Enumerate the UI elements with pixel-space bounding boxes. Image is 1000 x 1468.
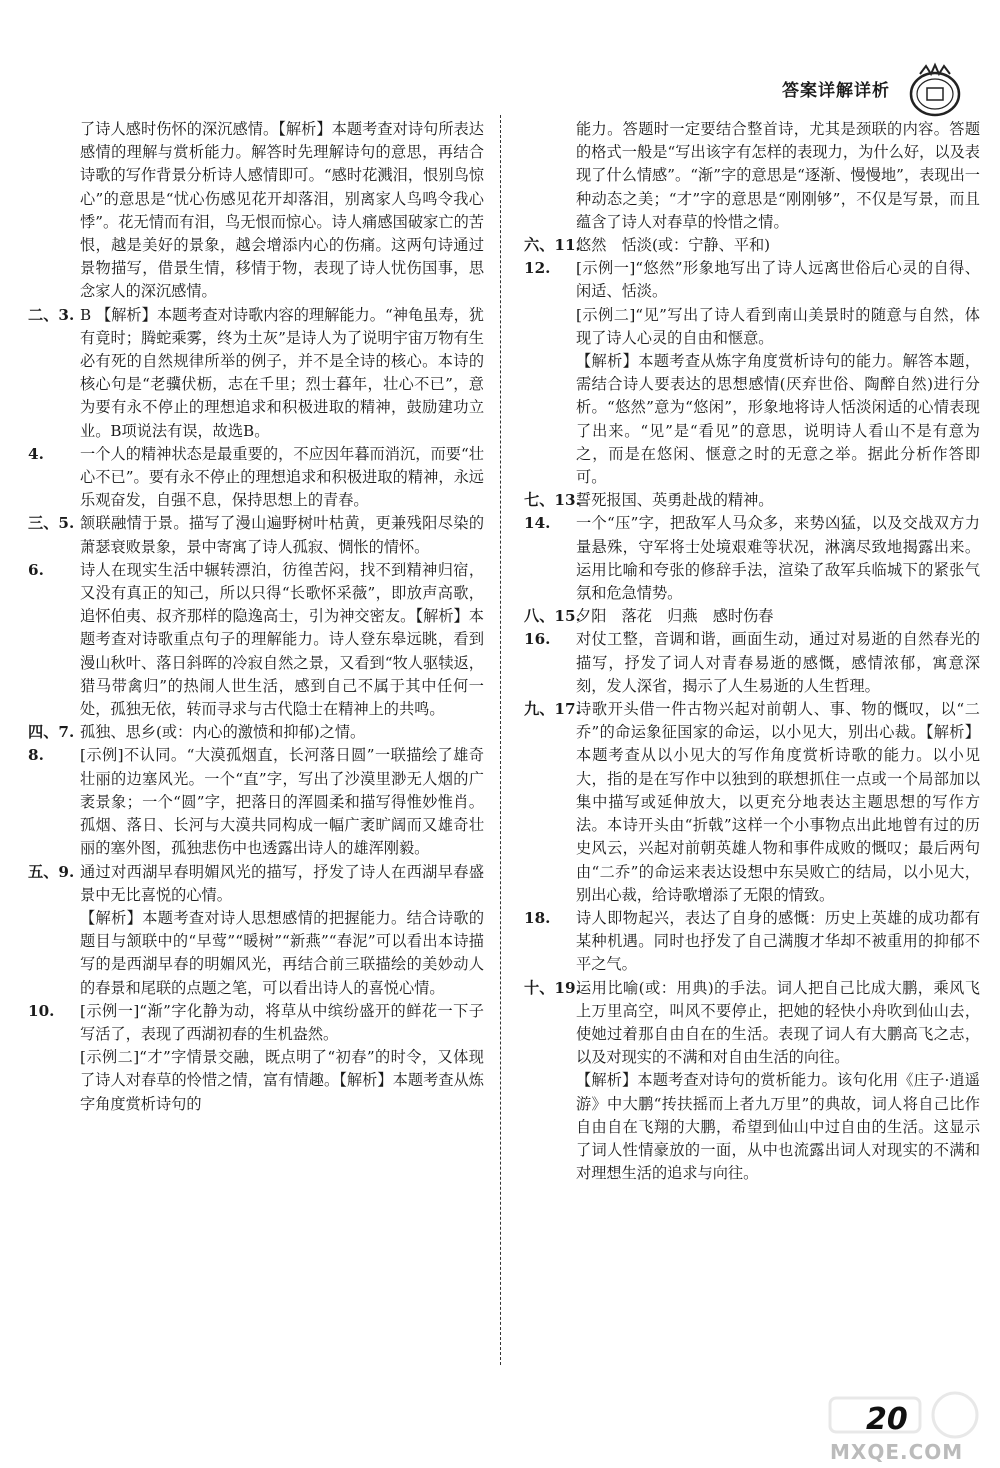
answer-item <box>524 257 980 303</box>
answer-item <box>28 861 484 907</box>
answer-item <box>524 1069 980 1185</box>
watermark-text: MXQE.COM <box>830 1440 964 1464</box>
publisher-logo-icon <box>900 62 970 122</box>
answer-text: [示例二]“见”写出了诗人看到南山美景时的随意与自然，体现了诗人心灵的自由和惬意。 <box>576 305 980 347</box>
answer-text: 【解析】本题考查对诗句的赏析能力。该句化用《庄子·逍遥游》中大鹏“抟扶摇而上者九万里”的典故，词人将自己比作自由自在飞翔的大鹏，希望到仙山中过自由的生活。这显示了词人性情豪放的一面，从中也流露出词人对现实的不满和对理想生活的追求与向往。 <box>576 1071 980 1183</box>
answer-text: B 【解析】本题考查对诗歌内容的理解能力。“神龟虽寿，犹有竟时；腾蛇乘雾，终为土灰”是诗人为了说明宇宙万物有生必有死的自然规律所举的例子，并不是全诗的核心。本诗的核心句是“老骥伏枥，志在千里；烈士暮年，壮心不已”，意为要有永不停止的理想追求和积极进取的精神，鼓励建功立业。B项说法有误，故选B。 <box>80 305 484 440</box>
answer-text: 运用比喻(或：用典)的手法。词人把自己比成大鹏，乘风飞上万里高空，叫风不要停止，把她的轻快小舟吹到仙山去，使她过着那自由自在的生活。表现了词人有大鹏高飞之志，以及对现实的不满和对自由生活的向往。 <box>576 978 980 1067</box>
answer-text: 诗人在现实生活中辗转漂泊，彷徨苦闷，找不到精神归宿，又没有真正的知己，所以只得“长歌怀采薇”，即放声高歌，追怀伯夷、叔齐那样的隐逸高士，引为神交密友。【解析】本题考查对诗歌重点句子的理解能力。诗人登东皋远眺，看到漫山秋叶、落日斜晖的冷寂自然之景，又看到“牧人驱犊返，猎马带禽归”的热闹人世生活，感到自己不属于其中任何一处，孤独无依，转而寻求与古代隐士在精神上的共鸣。 <box>80 560 484 719</box>
answer-text: 孤独、思乡(或：内心的激愤和抑郁)之情。 <box>80 723 366 742</box>
question-number: 14. <box>524 514 551 533</box>
question-number: 五、9. <box>28 862 75 881</box>
answer-text: [示例一]“悠然”形象地写出了诗人远离世俗后心灵的自得、闲适、恬淡。 <box>576 259 980 301</box>
answer-text: [示例]不认同。“大漠孤烟直，长河落日圆”一联描绘了雄奇壮丽的边塞风光。一个“直”字，写出了沙漠里渺无人烟的广袤景象；一个“圆”字，把落日的浑圆柔和描写得惟妙惟肖。孤烟、落日、长河与大漠共同构成一幅广袤旷阔而又雄奇壮丽的塞外图，孤独悲伤中也透露出诗人的雄浑刚毅。 <box>80 746 484 858</box>
question-number: 10. <box>28 1001 55 1020</box>
answer-item <box>28 559 484 721</box>
answer-item <box>524 605 980 628</box>
question-number: 12. <box>524 259 551 278</box>
answer-item <box>524 698 980 907</box>
answer-item <box>28 118 484 304</box>
answer-item <box>28 443 484 513</box>
question-number: 九、17. <box>524 700 581 719</box>
answer-text: [示例一]“渐”字化静为动，将草从中缤纷盛开的鲜花一下子写活了，表现了西湖初春的生机盎然。 <box>80 1001 484 1043</box>
question-number: 六、11. <box>524 236 581 255</box>
question-number: 4. <box>28 444 44 463</box>
answer-item <box>28 512 484 558</box>
question-number: 8. <box>28 746 44 765</box>
answer-text: 诗歌开头借一件古物兴起对前朝人、事、物的慨叹，以“二乔”的命运象征国家的命运，以小见大，别出心裁。【解析】本题考查从以小见大的写作角度赏析诗歌的能力。以小见大，指的是在写作中以独到的联想抓住一点或一个局部加以集中描写或延伸放大，以更充分地表达主题思想的写作方法。本诗开头由“折戟”这样一个小事物点出此地曾有过的历史风云，兴起对前朝英雄人物和事件成败的慨叹；最后两句由“二乔”的命运来表达设想中东吴败亡的结局，以小见大，别出心裁，给诗歌增添了无限的情致。 <box>576 700 980 904</box>
answer-text: 能力。答题时一定要结合整首诗，尤其是颈联的内容。答题的格式一般是“写出该字有怎样的表现力，为什么好，以及表现了什么情感”。“渐”字的意思是“逐渐、慢慢地”，表现出一种动态之美；“才”字的意思是“刚刚够”，不仅是写景，而且蕴含了诗人对春草的怜惜之情。 <box>576 120 980 231</box>
answer-text: 一个人的精神状态是最重要的，不应因年暮而消沉，而要“壮心不已”。要有永不停止的理想追求和积极进取的精神，永远乐观奋发，自强不息，保持思想上的青春。 <box>80 444 484 510</box>
left-column <box>28 118 484 1116</box>
question-number: 6. <box>28 560 44 579</box>
answer-text: 【解析】本题考查对诗人思想感情的把握能力。结合诗歌的题目与颔联中的“早莺”“暖树”“新燕”“春泥”可以看出本诗描写的是西湖早春的明媚风光，再结合前三联描绘的美妙动人的春景和尾联的点题之笔，可以看出诗人的喜悦心情。 <box>80 908 484 997</box>
answer-item <box>28 1046 484 1116</box>
answer-item <box>524 907 980 977</box>
answer-text: 一个“压”字，把敌军人马众多，来势凶猛，以及交战双方力量悬殊，守军将士处境艰难等状况，淋漓尽致地揭露出来。运用比喻和夸张的修辞手法，渲染了敌军兵临城下的紧张气氛和危急情势。 <box>576 514 980 603</box>
answer-item <box>524 512 980 605</box>
question-number: 十、19. <box>524 978 581 997</box>
answer-item <box>524 234 980 257</box>
question-number: 八、15. <box>524 607 581 626</box>
answer-item <box>524 628 980 698</box>
answer-item <box>524 977 980 1070</box>
answer-text: 对仗工整，音调和谐，画面生动，通过对易逝的自然春光的描写，抒发了词人对青春易逝的感慨，感情浓郁，寓意深刻，发人深省，揭示了人生易逝的人生哲理。 <box>576 630 980 695</box>
question-number: 18. <box>524 908 551 927</box>
answer-item <box>28 907 484 1000</box>
question-number: 二、3. <box>28 305 75 324</box>
page-number: 20 <box>866 1402 908 1437</box>
answer-text: 诗人即物起兴，表达了自身的感慨：历史上英雄的成功都有某种机遇。同时也抒发了自己满腹才华却不被重用的抑郁不平之气。 <box>576 908 980 974</box>
answer-item <box>524 118 980 234</box>
answer-item <box>28 304 484 443</box>
question-number: 四、7. <box>28 723 75 742</box>
answer-item <box>28 1000 484 1046</box>
answer-text: 了诗人感时伤怀的深沉感情。【解析】本题考查对诗句所表达感情的理解与赏析能力。解答时先理解诗句的意思，再结合诗歌的写作背景分析诗人感情即可。“感时花溅泪，恨别鸟惊心”的意思是“忧心伤感见花开却落泪，别离家人鸟鸣令我心悸”。花无情而有泪，鸟无恨而惊心。诗人痛感国破家亡的苦恨，越是美好的景象，越会增添内心的伤痛。这两句诗通过景物描写，借景生情，移情于物，表现了诗人忧伤国事，思念家人的深沉感情。 <box>80 120 484 301</box>
answer-text: 颔联融情于景。描写了漫山遍野树叶枯黄，更兼残阳尽染的萧瑟衰败景象，景中寄寓了诗人孤寂、惆怅的情怀。 <box>80 514 484 556</box>
column-divider <box>500 115 501 1365</box>
answer-item <box>524 489 980 512</box>
answer-item <box>28 744 484 860</box>
right-column <box>524 118 980 1185</box>
answer-item <box>524 350 980 489</box>
answer-text: 通过对西湖早春明媚风光的描写，抒发了诗人在西湖早春盛景中无比喜悦的心情。 <box>80 862 484 904</box>
header-title: 答案详解详析 <box>782 81 890 101</box>
answer-text: 夕阳 落花 归燕 感时伤春 <box>576 607 774 626</box>
question-number: 16. <box>524 630 551 649</box>
answer-item <box>524 304 980 350</box>
answer-text: 悠然 恬淡(或：宁静、平和) <box>576 236 771 255</box>
question-number: 七、13. <box>524 491 581 510</box>
answer-text: 誓死报国、英勇赴战的精神。 <box>576 491 774 510</box>
answer-text: 【解析】本题考查从炼字角度赏析诗句的能力。解答本题，需结合诗人要表达的思想感情(厌弃世俗、陶醉自然)进行分析。“悠然”意为“悠闲”，形象地将诗人恬淡闲适的心情表现了出来。“见”是“看见”的意思，说明诗人看山不是有意为之，而是在悠闲、惬意之时的无意之举。据此分析作答即可。 <box>576 352 980 487</box>
answer-item <box>28 721 484 744</box>
question-number: 三、5. <box>28 514 75 533</box>
answer-text: [示例二]“才”字情景交融，既点明了“初春”的时令，又体现了诗人对春草的怜惜之情，富有情趣。【解析】本题考查从炼字角度赏析诗句的 <box>80 1048 484 1113</box>
